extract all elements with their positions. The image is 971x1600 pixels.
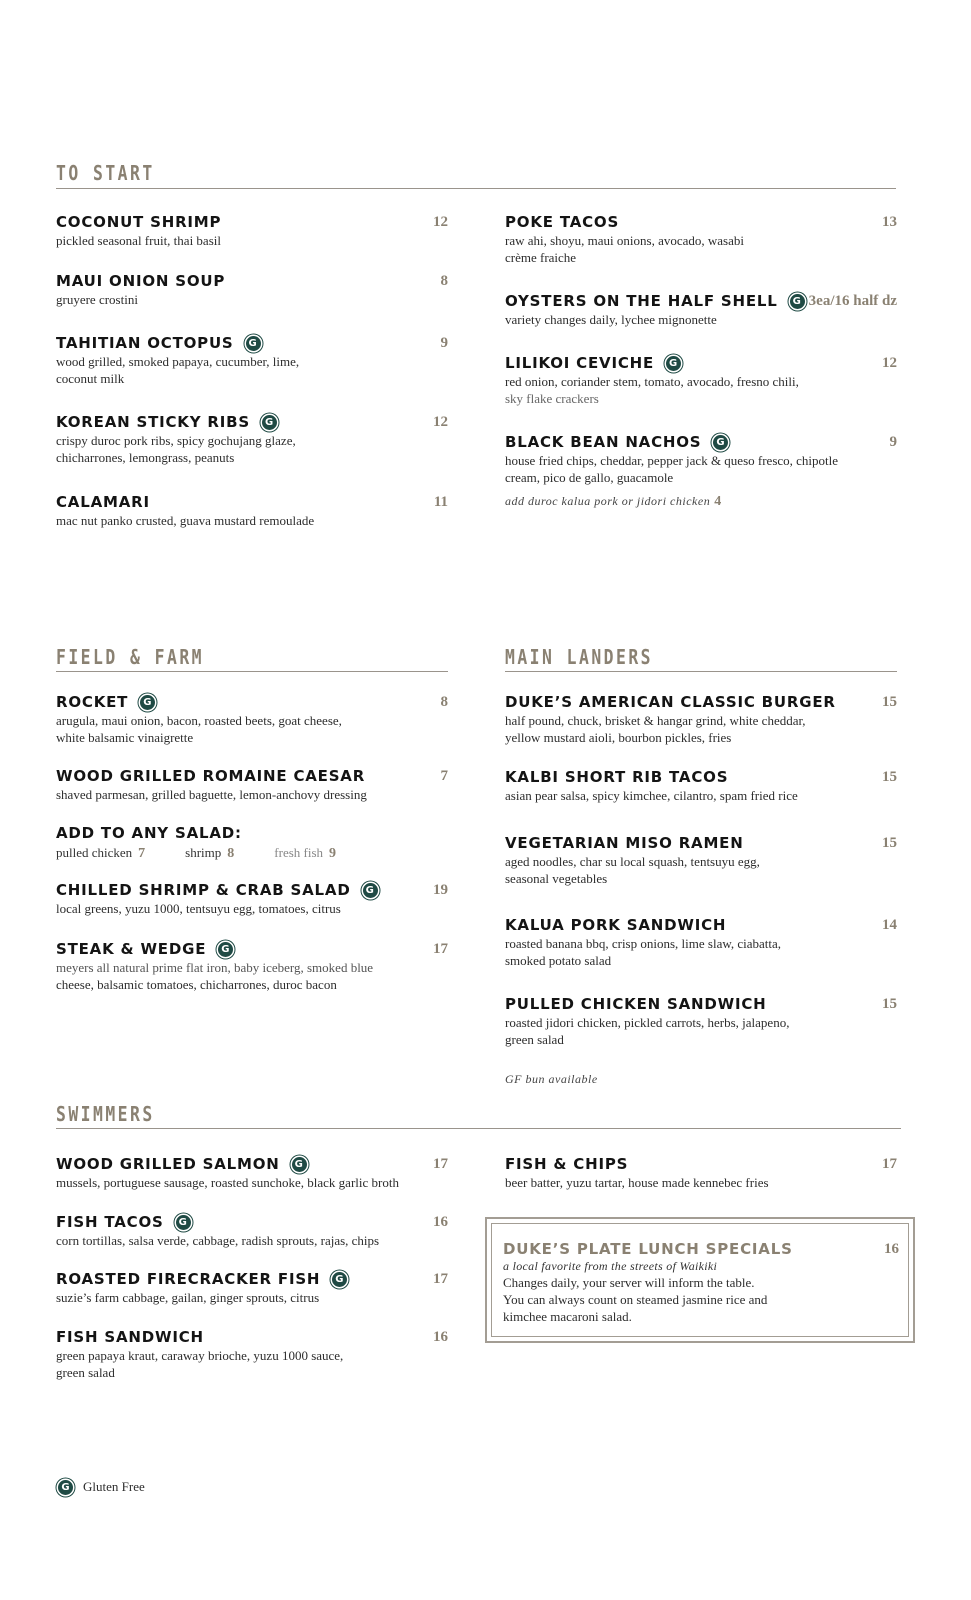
item-description: arugula, maui onion, bacon, roasted beets, goat cheese, — [56, 713, 342, 728]
section-divider — [56, 671, 448, 672]
menu-item-coconut-shrimp — [56, 212, 448, 249]
special-subtitle: a local favorite from the streets of Waikiki — [503, 1259, 718, 1273]
item-name: DUKE’S AMERICAN CLASSIC BURGER — [505, 693, 836, 711]
menu-item-lilikoi-ceviche — [505, 353, 897, 407]
item-name: FISH TACOS — [56, 1213, 164, 1231]
gluten-free-icon: G — [363, 883, 378, 898]
item-price: 7 — [440, 767, 448, 784]
menu-item-tahitian-octopus — [56, 333, 448, 387]
item-description: meyers all natural prime flat iron, baby iceberg, smoked blue — [56, 960, 374, 975]
section-divider — [56, 1128, 901, 1129]
item-price: 16 — [433, 1213, 448, 1230]
section-title-swimmers: SWIMMERS — [56, 1102, 155, 1126]
item-description: suzie’s farm cabbage, gailan, ginger sprouts, citrus — [56, 1290, 320, 1305]
addon-label: fresh fish — [274, 845, 324, 860]
item-name: BLACK BEAN NACHOS — [505, 433, 702, 451]
item-name: TAHITIAN OCTOPUS — [56, 334, 234, 352]
item-name: COCONUT SHRIMP — [56, 213, 222, 231]
item-price: 19 — [433, 881, 448, 898]
nachos-addon-note — [505, 494, 722, 510]
item-description: smoked potato salad — [505, 953, 612, 968]
gluten-free-icon: G — [176, 1215, 191, 1230]
addon-price: 4 — [714, 494, 722, 509]
item-description: wood grilled, smoked papaya, cucumber, lime, — [56, 354, 300, 369]
item-name: VEGETARIAN MISO RAMEN — [505, 834, 744, 852]
item-description: variety changes daily, lychee mignonette — [505, 312, 717, 327]
item-price: 17 — [433, 1270, 448, 1287]
gluten-free-legend — [56, 1479, 145, 1495]
menu-item-classic-burger — [505, 692, 897, 746]
section-divider — [505, 671, 897, 672]
item-name: ROASTED FIRECRACKER FISH — [56, 1270, 321, 1288]
item-description: asian pear salsa, spicy kimchee, cilantro, spam fried rice — [505, 788, 798, 803]
item-name: OYSTERS ON THE HALF SHELL — [505, 292, 778, 310]
item-name: STEAK & WEDGE — [56, 940, 207, 958]
item-description: chicharrones, lemongrass, peanuts — [56, 450, 235, 465]
item-price: 11 — [433, 493, 448, 510]
item-name: FISH & CHIPS — [505, 1155, 629, 1173]
menu-item-firecracker-fish — [56, 1269, 448, 1306]
item-name: POKE TACOS — [505, 213, 620, 231]
item-description: corn tortillas, salsa verde, cabbage, radish sprouts, rajas, chips — [56, 1233, 380, 1248]
menu-item-pulled-chicken-sandwich — [505, 994, 897, 1048]
menu-item-miso-ramen — [505, 833, 897, 887]
add-to-any-salad — [56, 823, 448, 862]
item-description: cheese, balsamic tomatoes, chicharrones, duroc bacon — [56, 977, 337, 992]
item-price: 12 — [882, 354, 897, 371]
item-description: mac nut panko crusted, guava mustard remoulade — [56, 513, 315, 528]
item-price: 15 — [882, 693, 897, 710]
menu-item-fish-chips — [505, 1154, 897, 1191]
item-price: 3ea/16 half dz — [808, 292, 897, 309]
addon-label: shrimp — [185, 845, 222, 860]
item-description: half pound, chuck, brisket & hangar grind, white cheddar, — [505, 713, 806, 728]
item-price: 15 — [882, 995, 897, 1012]
special-price: 16 — [884, 1240, 899, 1257]
item-description: roasted banana bbq, crisp onions, lime slaw, ciabatta, — [505, 936, 782, 951]
item-price: 17 — [433, 940, 448, 957]
addon-price: 7 — [138, 846, 146, 861]
item-description: coconut milk — [56, 371, 125, 386]
item-name: ROCKET — [56, 693, 129, 711]
addon-price: 8 — [227, 846, 235, 861]
section-divider — [56, 188, 896, 189]
item-description: white balsamic vinaigrette — [56, 730, 194, 745]
menu-item-calamari — [56, 492, 448, 529]
item-description: gruyere crostini — [56, 292, 138, 307]
addon-text: add duroc kalua pork or jidori chicken — [505, 494, 711, 508]
menu-item-fish-sandwich — [56, 1327, 448, 1381]
gluten-free-icon: G — [713, 435, 728, 450]
item-name: CHILLED SHRIMP & CRAB SALAD — [56, 881, 351, 899]
menu-item-rocket — [56, 692, 448, 746]
item-name: CALAMARI — [56, 493, 150, 511]
menu-item-kalbi-tacos — [505, 767, 897, 804]
plate-lunch-specials-box — [485, 1217, 915, 1343]
special-line: Changes daily, your server will inform the table. — [503, 1275, 755, 1290]
special-content — [503, 1239, 899, 1325]
item-price: 9 — [440, 334, 448, 351]
item-description: green papaya kraut, caraway brioche, yuzu 1000 sauce, — [56, 1348, 344, 1363]
gluten-free-icon: G — [292, 1157, 307, 1172]
item-description: crispy duroc pork ribs, spicy gochujang glaze, — [56, 433, 296, 448]
item-name: LILIKOI CEVICHE — [505, 354, 655, 372]
item-description: beer batter, yuzu tartar, house made kennebec fries — [505, 1175, 769, 1190]
item-description: crème fraiche — [505, 250, 577, 265]
item-name: FISH SANDWICH — [56, 1328, 204, 1346]
item-description: cream, pico de gallo, guacamole — [505, 470, 674, 485]
legend-label: Gluten Free — [83, 1479, 145, 1494]
gluten-free-icon: G — [140, 695, 155, 710]
item-name: PULLED CHICKEN SANDWICH — [505, 995, 767, 1013]
item-price: 16 — [433, 1328, 448, 1345]
section-title-field-farm: FIELD & FARM — [56, 645, 205, 669]
menu-item-kalua-pork-sandwich — [505, 915, 897, 969]
gluten-free-icon: G — [218, 942, 233, 957]
item-description: sky flake crackers — [505, 391, 599, 406]
item-description: roasted jidori chicken, pickled carrots, herbs, jalapeno, — [505, 1015, 790, 1030]
gluten-free-icon: G — [790, 294, 805, 309]
special-title: DUKE’S PLATE LUNCH SPECIALS — [503, 1240, 793, 1258]
special-line: kimchee macaroni salad. — [503, 1309, 632, 1324]
special-line: You can always count on steamed jasmine rice and — [503, 1292, 768, 1307]
item-name: MAUI ONION SOUP — [56, 272, 226, 290]
addon-price: 9 — [329, 846, 337, 861]
menu-item-black-bean-nachos — [505, 432, 897, 486]
item-description: mussels, portuguese sausage, roasted sunchoke, black garlic broth — [56, 1175, 399, 1190]
item-name: KALUA PORK SANDWICH — [505, 916, 727, 934]
item-description: green salad — [505, 1032, 564, 1047]
item-price: 14 — [882, 916, 897, 933]
item-name: WOOD GRILLED ROMAINE CAESAR — [56, 767, 366, 785]
item-description: house fried chips, cheddar, pepper jack & queso fresco, chipotle — [505, 453, 839, 468]
gluten-free-icon: G — [58, 1480, 73, 1495]
item-description: aged noodles, char su local squash, tentsuyu egg, — [505, 854, 760, 869]
item-description: pickled seasonal fruit, thai basil — [56, 233, 221, 248]
item-description: shaved parmesan, grilled baguette, lemon-anchovy dressing — [56, 787, 367, 802]
addon-label: pulled chicken — [56, 845, 133, 860]
item-price: 17 — [882, 1155, 897, 1172]
item-name: KALBI SHORT RIB TACOS — [505, 768, 729, 786]
section-title-main-landers: MAIN LANDERS — [505, 645, 654, 669]
item-price: 8 — [440, 272, 448, 289]
menu-item-maui-onion-soup — [56, 271, 448, 308]
menu-item-korean-sticky-ribs — [56, 412, 448, 466]
section-title-to-start: TO START — [56, 161, 155, 185]
item-price: 12 — [433, 413, 448, 430]
gluten-free-icon: G — [332, 1272, 347, 1287]
item-price: 15 — [882, 768, 897, 785]
menu-item-steak-wedge — [56, 939, 448, 993]
gluten-free-icon: G — [246, 336, 261, 351]
gf-bun-note: GF bun available — [505, 1072, 598, 1086]
item-price: 12 — [433, 213, 448, 230]
item-price: 15 — [882, 834, 897, 851]
item-description: raw ahi, shoyu, maui onions, avocado, wasabi — [505, 233, 745, 248]
menu-item-romaine-caesar — [56, 766, 448, 803]
menu-item-grilled-salmon — [56, 1154, 448, 1191]
item-name: KOREAN STICKY RIBS — [56, 413, 250, 431]
item-description: green salad — [56, 1365, 115, 1380]
item-description: seasonal vegetables — [505, 871, 608, 886]
item-description: yellow mustard aioli, bourbon pickles, fries — [505, 730, 732, 745]
menu-item-poke-tacos — [505, 212, 897, 266]
menu-item-fish-tacos — [56, 1212, 448, 1249]
add-salad-options — [56, 845, 448, 862]
gluten-free-icon: G — [666, 356, 681, 371]
gluten-free-icon: G — [262, 415, 277, 430]
item-description: local greens, yuzu 1000, tentsuyu egg, tomatoes, citrus — [56, 901, 341, 916]
item-price: 9 — [889, 433, 897, 450]
add-salad-title: ADD TO ANY SALAD: — [56, 824, 242, 842]
item-description: red onion, coriander stem, tomato, avocado, fresno chili, — [505, 374, 799, 389]
item-price: 17 — [433, 1155, 448, 1172]
menu-item-shrimp-crab-salad — [56, 880, 448, 917]
item-price: 8 — [440, 693, 448, 710]
item-name: WOOD GRILLED SALMON — [56, 1155, 280, 1173]
item-price: 13 — [882, 213, 897, 230]
menu-item-oysters — [505, 291, 897, 328]
